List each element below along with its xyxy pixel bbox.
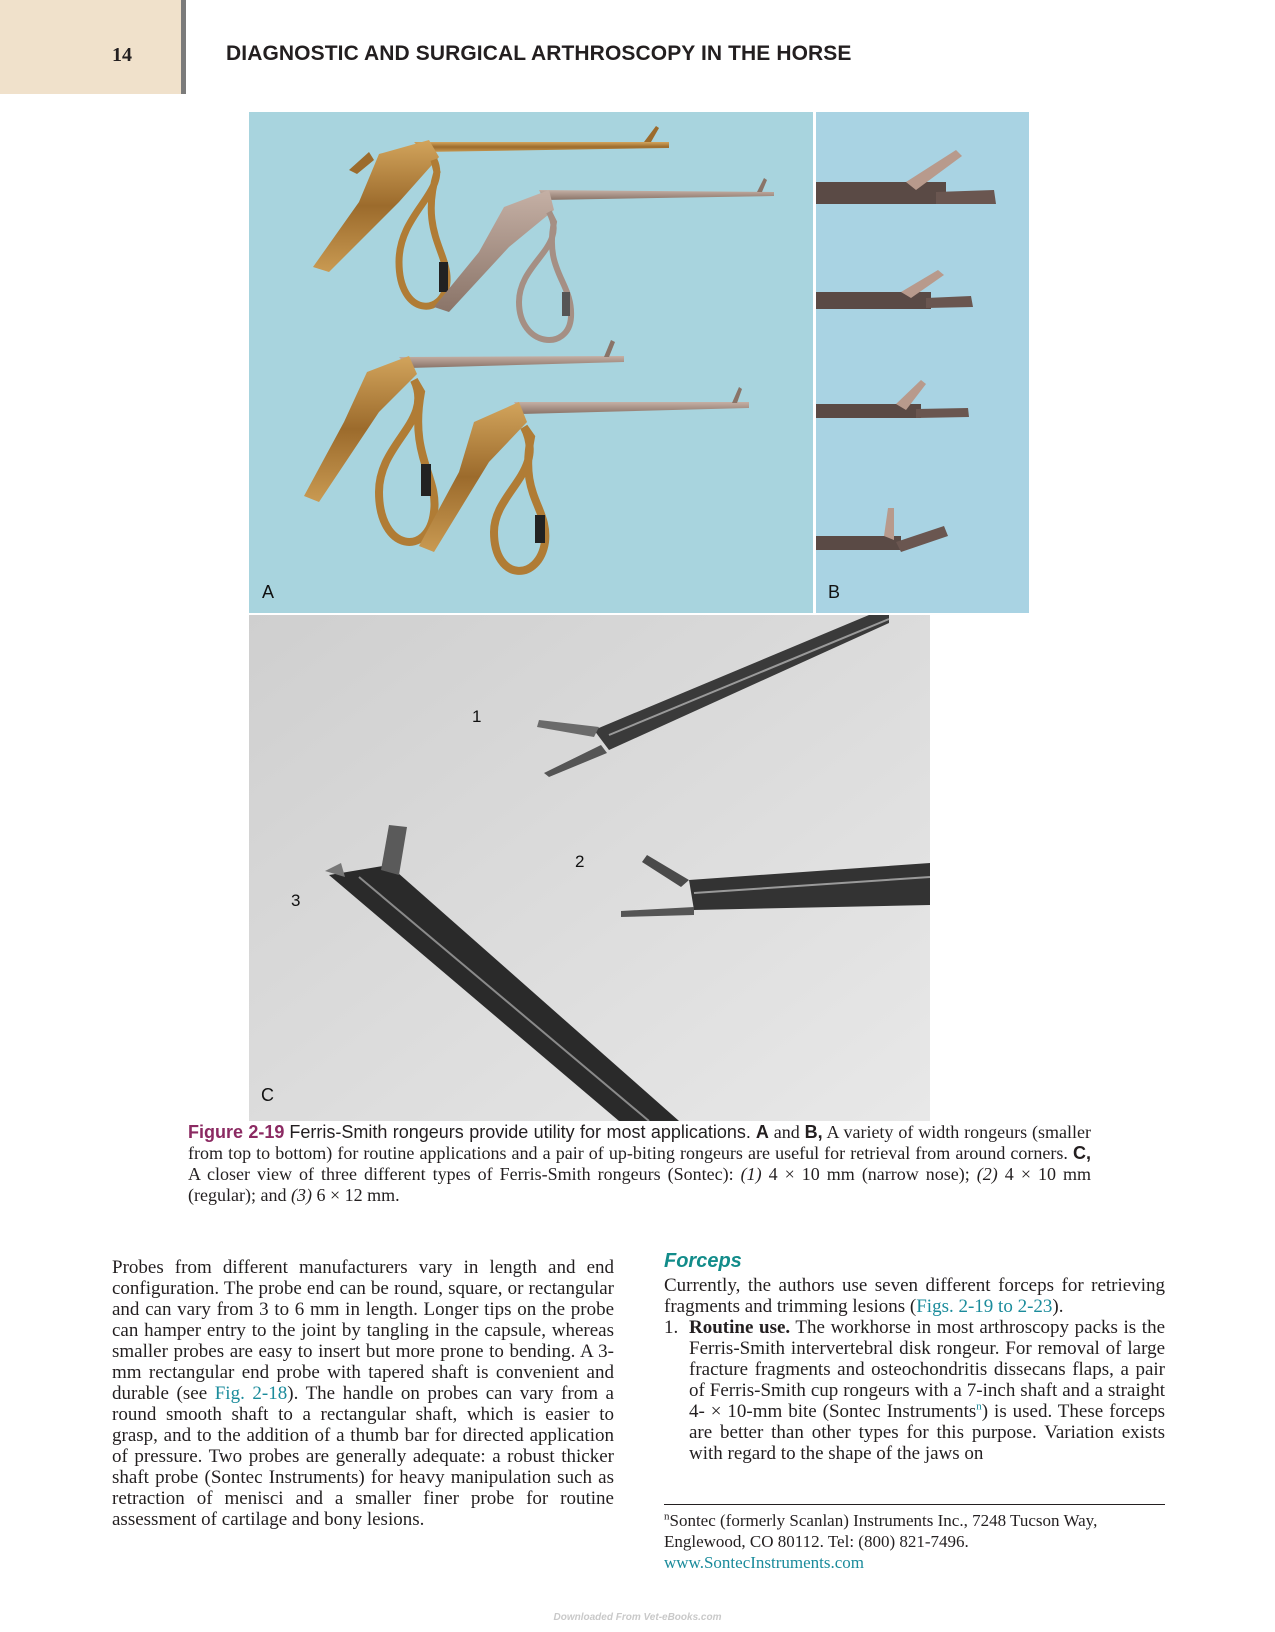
footnote-reference[interactable]: n [976, 1400, 982, 1413]
rongeur-3 [304, 340, 624, 542]
panel-label-b: B [828, 582, 841, 602]
list-item [664, 1317, 1165, 1464]
caption-item1-num: (1) [740, 1164, 762, 1184]
figure-label: Figure 2-19 [188, 1122, 285, 1142]
callout-3: 3 [291, 891, 301, 910]
fig-2-18-link[interactable]: Fig. 2-18 [214, 1383, 288, 1404]
list-body [689, 1317, 1165, 1464]
forceps-intro-text-2: ). [1052, 1296, 1064, 1317]
list-title: Routine use. [689, 1317, 791, 1338]
right-column [664, 1251, 1165, 1464]
jaw-closeup-4 [816, 508, 948, 552]
probes-text-1: Probes from different manufacturers vary in length and end configuration. The probe end can be round, square, or rectangular and can vary from 3 to 6 mm in length. Longer tips on the probe can hamper entry to the joint by tangling in the capsule, whereas smaller probes are easy to insert but more prone to bending. A 3-mm rectangular end probe with tapered shaft is convenient and durable (see [112, 1257, 614, 1404]
jaw-closeup-2 [816, 270, 973, 309]
caption-item1-text: 4 × 10 mm (narrow nose); [761, 1164, 977, 1184]
watermark: Downloaded From Vet-eBooks.com [553, 1612, 722, 1623]
caption-marker-b: B, [804, 1122, 823, 1142]
caption-lead: Ferris-Smith rongeurs provide utility for most applications. [289, 1122, 751, 1142]
caption-item3-num: (3) [290, 1185, 312, 1205]
callout-2: 2 [575, 852, 585, 871]
footnote-text: Sontec (formerly Scanlan) Instruments Inc., 7248 Tucson Way, Englewood, CO 80112. Tel: (800) 821-7496. [664, 1511, 1098, 1551]
forceps-intro-text-1: Currently, the authors use seven different forceps for retrieving fragments and trimming lesions ( [664, 1275, 1165, 1317]
figure-panel-c [249, 615, 930, 1121]
forceps-intro [664, 1275, 1165, 1317]
rongeur-1 [313, 126, 669, 306]
caption-marker-c: C, [1073, 1143, 1091, 1163]
list-number: 1. [664, 1317, 679, 1338]
jaw-closeup-3 [816, 380, 969, 418]
caption-and: and [768, 1122, 805, 1142]
panel-label-a: A [262, 582, 275, 602]
figs-2-19-to-2-23-link[interactable]: Figs. 2-19 to 2-23 [916, 1296, 1053, 1317]
caption-item2-num: (2) [976, 1164, 998, 1184]
forceps-heading: Forceps [664, 1250, 742, 1272]
header-tab [0, 0, 186, 94]
figure-caption [188, 1122, 1091, 1206]
probes-paragraph [112, 1257, 614, 1530]
rongeur-4 [419, 387, 749, 571]
list-text-1: The workhorse in most arthroscopy packs is the Ferris-Smith intervertebral disk rongeur. For removal of large fracture fragments and osteochondritis dissecans flaps, a pair of Ferris-Smith cup rongeurs with a 7-inch shaft and a straight 4- × 10-mm bite (Sontec Instruments [689, 1317, 1165, 1422]
caption-part2: A closer view of three different types of Ferris-Smith rongeurs (Sontec): [188, 1164, 741, 1184]
jaw-closeup-1 [816, 150, 996, 204]
caption-part1: A variety of width rongeurs (smaller from top to bottom) for routine applications and a pair of up-biting rongeurs are useful for retrieval from around corners. [188, 1122, 1091, 1163]
rongeur-closeup-photo-c [249, 615, 930, 1121]
sontec-url-link[interactable]: www.SontecInstruments.com [664, 1553, 865, 1572]
rongeur-2 [434, 178, 774, 340]
figure-panel-a [249, 112, 813, 613]
footnote-marker: n [664, 1510, 670, 1523]
rongeurs-photo-a [249, 112, 813, 613]
rongeur-jaws-photo-b [816, 112, 1029, 613]
caption-item3-text: 6 × 12 mm. [311, 1185, 400, 1205]
panel-label-c: C [261, 1085, 274, 1105]
running-head: DIAGNOSTIC AND SURGICAL ARTHROSCOPY IN THE HORSE [226, 42, 852, 65]
footnote [664, 1510, 1165, 1573]
left-column [112, 1257, 614, 1530]
list-text-2: ) is used. These forceps are better than other types for this purpose. Variation exists with regard to the shape of the jaws on [689, 1401, 1166, 1464]
page-number: 14 [112, 44, 132, 66]
callout-1: 1 [472, 707, 482, 726]
footnote-divider [664, 1504, 1165, 1505]
probes-text-2: ). The handle on probes can vary from a round smooth shaft to a rectangular shaft, which is easier to grasp, and to the addition of a thumb bar for directed application of pressure. Two probes are generally adequate: a robust thicker shaft probe (Sontec Instruments) for heavy manipulation such as retraction of menisci and a smaller finer probe for routine assessment of cartilage and bony lesions. [112, 1383, 614, 1530]
caption-marker-a: A [755, 1122, 769, 1142]
figure-panel-b [816, 112, 1029, 613]
caption-item2-text: 4 × 10 mm (regular); and [188, 1164, 1091, 1205]
